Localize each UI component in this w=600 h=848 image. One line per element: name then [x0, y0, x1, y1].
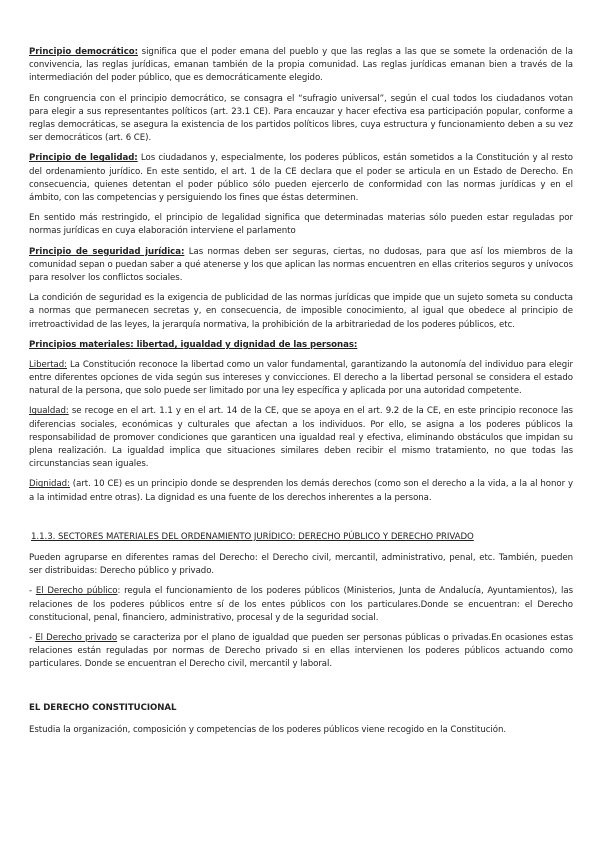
heading-principios-materiales: Principios materiales: libertad, igualdad y dignidad de las personas: — [29, 339, 358, 350]
paragraph-text: (art. 10 CE) es un principio donde se desprenden los demás derechos (como son el derecho a la vida, a la al honor y a la intimidad entre otras). La dignidad es una fuente de los derechos inherentes a la persona. — [29, 479, 573, 503]
section-heading-sectores-materiales: 1.1.3. SECTORES MATERIALES DEL ORDENAMIENTO JURÍDICO: DERECHO PÚBLICO Y DERECHO PRIVADO — [31, 531, 474, 542]
paragraph-derecho-privado — [29, 632, 573, 672]
paragraph-dignidad — [29, 478, 573, 504]
document-page — [29, 46, 573, 737]
paragraph-condicion-seguridad — [29, 292, 573, 332]
term-derecho-publico: El Derecho público — [35, 586, 118, 597]
paragraph-text: En sentido más restringido, el principio de legalidad significa que determinadas materias sólo pueden estar reguladas por normas jurídicas en cuya elaboración interviene el parlamento — [29, 213, 573, 237]
paragraph-text: significa que el poder emana del pueblo y que las reglas a las que se somete la ordenación de la convivencia, las reglas jurídicas, emanan también de la propia comunidad. Las reglas jurídicas emanan bien a través de la intermediación del poder público, que es democráticamente elegido. — [29, 47, 573, 84]
paragraph-derecho-publico — [29, 585, 573, 625]
paragraph-sufragio-universal — [29, 93, 573, 146]
list-dash: - — [29, 632, 36, 643]
term-principio-legalidad: Principio de legalidad: — [29, 153, 138, 164]
term-dignidad: Dignidad: — [29, 479, 70, 490]
paragraph-text: La Constitución reconoce la libertad como un valor fundamental, garantizando la autonomía del individuo para elegir entre diferentes opciones de vida según sus intereses y convicciones. El derecho a la libertad personal se considera el estado natural de la persona, que solo puede ser limitado por una ley específica y aplicada por una autoridad competente. — [29, 359, 573, 397]
paragraph-text: se recoge en el art. 1.1 y en el art. 14 de la CE, que se apoya en el art. 9.2 de la CE, en este principio reconoce las diferencias sociales, económicas y culturales que afectan a los individuos. Por ello, se asigna a los poderes públicos la responsabilidad de promover condiciones que garanticen una igualdad real y efectiva, eliminando obstáculos que impidan su plena realización. La igualdad implica que situaciones similares deben recibir el mismo tratamiento, no que todas las circunstancias sean iguales. — [29, 406, 573, 470]
heading-derecho-constitucional: EL DERECHO CONSTITUCIONAL — [29, 702, 177, 713]
paragraph-estudia — [29, 724, 573, 737]
term-igualdad: Igualdad: — [29, 406, 69, 417]
paragraph-libertad — [29, 359, 573, 399]
paragraph-text: Estudia la organización, composición y competencias de los poderes públicos viene recogido en la Constitución. — [29, 724, 507, 735]
paragraph-text: se caracteriza por el plano de igualdad que pueden ser personas públicas o privadas.En ocasiones estas relaciones están reguladas por normas de Derecho privado si en ellas intervienen los poderes públicos actuando como particulares. Donde se encuentran el Derecho civil, mercantil y laboral. — [29, 632, 573, 670]
paragraph-text: : regula el funcionamiento de los poderes públicos (Ministerios, Junta de Andalucía, Ayuntamientos), las relaciones de los poderes públicos entre sí de los entes públicos con los particulares.Donde se encuentran: el Derecho constitucional, penal, financiero, administrativo, procesal y de la seguridad social. — [29, 586, 574, 623]
term-libertad: Libertad: — [29, 359, 67, 370]
paragraph-text: Las normas deben ser seguras, ciertas, no dudosas, para que así los miembros de la comunidad sepan o puedan saber a qué atenerse y los que aplican las normas encuentren en ellas criterios seguros y unívocos para resolver los conflictos sociales. — [29, 246, 573, 284]
paragraph-principio-seguridad — [29, 246, 573, 286]
paragraph-principio-legalidad — [29, 152, 573, 205]
paragraph-sentido-restringido — [29, 212, 573, 238]
paragraph-text: Los ciudadanos y, especialmente, los poderes públicos, están sometidos a la Constitución y al resto del ordenamiento jurídico. En este sentido, el art. 1 de la CE declara que el poder se articula en un Estado de Derecho. En consecuencia, quienes detentan el poder público sólo pueden ejercerlo de conformidad con las normas jurídicas y en el ámbito, con las competencias y persiguiendo los fines que éstas determinen. — [29, 153, 573, 204]
paragraph-igualdad — [29, 405, 573, 471]
paragraph-principio-democratico — [29, 46, 573, 86]
paragraph-text: En congruencia con el principio democrático, se consagra el “sufragio universal”, según el cual todos los ciudadanos votan para elegir a sus representantes políticos (art. 23.1 CE). Para encauzar y hacer efectiva esa participación popular, conforme a reglas democráticas, se asegura la existencia de los partidos políticos libres, cuya estructura y funcionamiento deben a su vez ser democráticos (art. 6 CE). — [29, 93, 573, 144]
paragraph-ramas-derecho — [29, 552, 573, 578]
term-principio-democratico: Principio democrático: — [29, 47, 138, 57]
paragraph-text: Pueden agruparse en diferentes ramas del Derecho: el Derecho civil, mercantil, administrativo, penal, etc. También, pueden ser distribuidas: Derecho público y privado. — [29, 552, 573, 577]
term-principio-seguridad: Principio de seguridad jurídica: — [29, 246, 185, 257]
list-dash: - — [29, 586, 36, 597]
paragraph-text: La condición de seguridad es la exigencia de publicidad de las normas jurídicas que impide que un sujeto someta su conducta a normas que permanecen secretas y, en consecuencia, de imposible conocimiento, al igual que obedece al principio de irretroactividad de las leyes, la jerarquía normativa, la prohibición de la arbitrariedad de los poderes públicos, etc. — [29, 293, 573, 330]
term-derecho-privado: El Derecho privado — [35, 632, 118, 643]
